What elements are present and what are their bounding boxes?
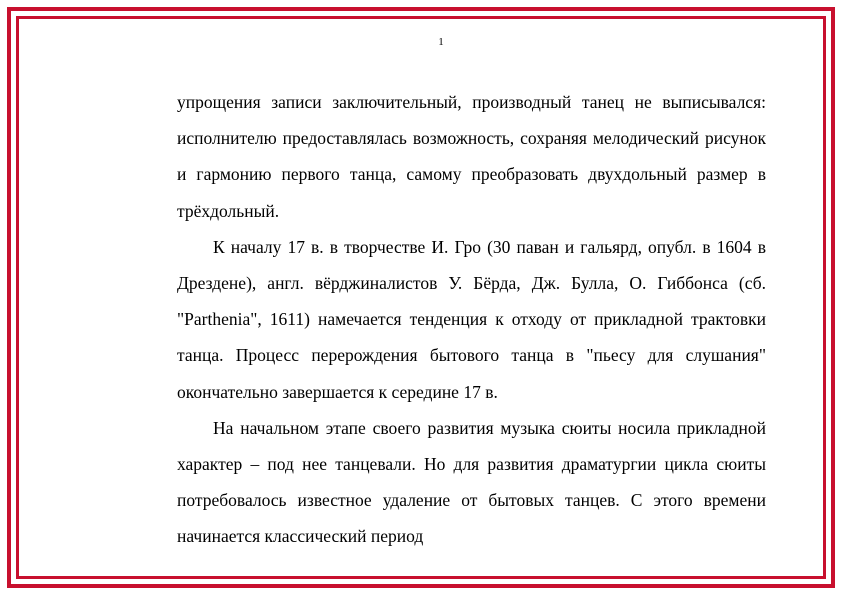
paragraph-initial-stage: На начальном этапе своего развития музыка сюиты носила прикладной характер – под нее танцевали. Но для развития драматургии цикла сюиты потребовалось известное удаление от бытовых танцев. С этого времени начинается классический период bbox=[177, 417, 766, 547]
document-body bbox=[177, 84, 766, 555]
page-number: 1 bbox=[438, 36, 444, 48]
paragraph-continuation: упрощения записи заключительный, производный танец не выписывался: исполнителю предоставлялась возможность, сохраняя мелодический рисунок и гармонию первого танца, самому преобразовать двухдольный размер в трёхдольный. bbox=[177, 92, 766, 221]
paragraph-early-17th-century: К началу 17 в. в творчестве И. Гро (30 паван и гальярд, опубл. в 1604 в Дрездене), англ. вёрджиналистов У. Бёрда, Дж. Булла, О. Гиббонса (сб. "Parthenia", 1611) намечается тенденция к отходу от прикладной трактовки танца. Процесс перерождения бытового танца в "пьесу для слушания" окончательно завершается к середине 17 в. bbox=[177, 236, 766, 402]
